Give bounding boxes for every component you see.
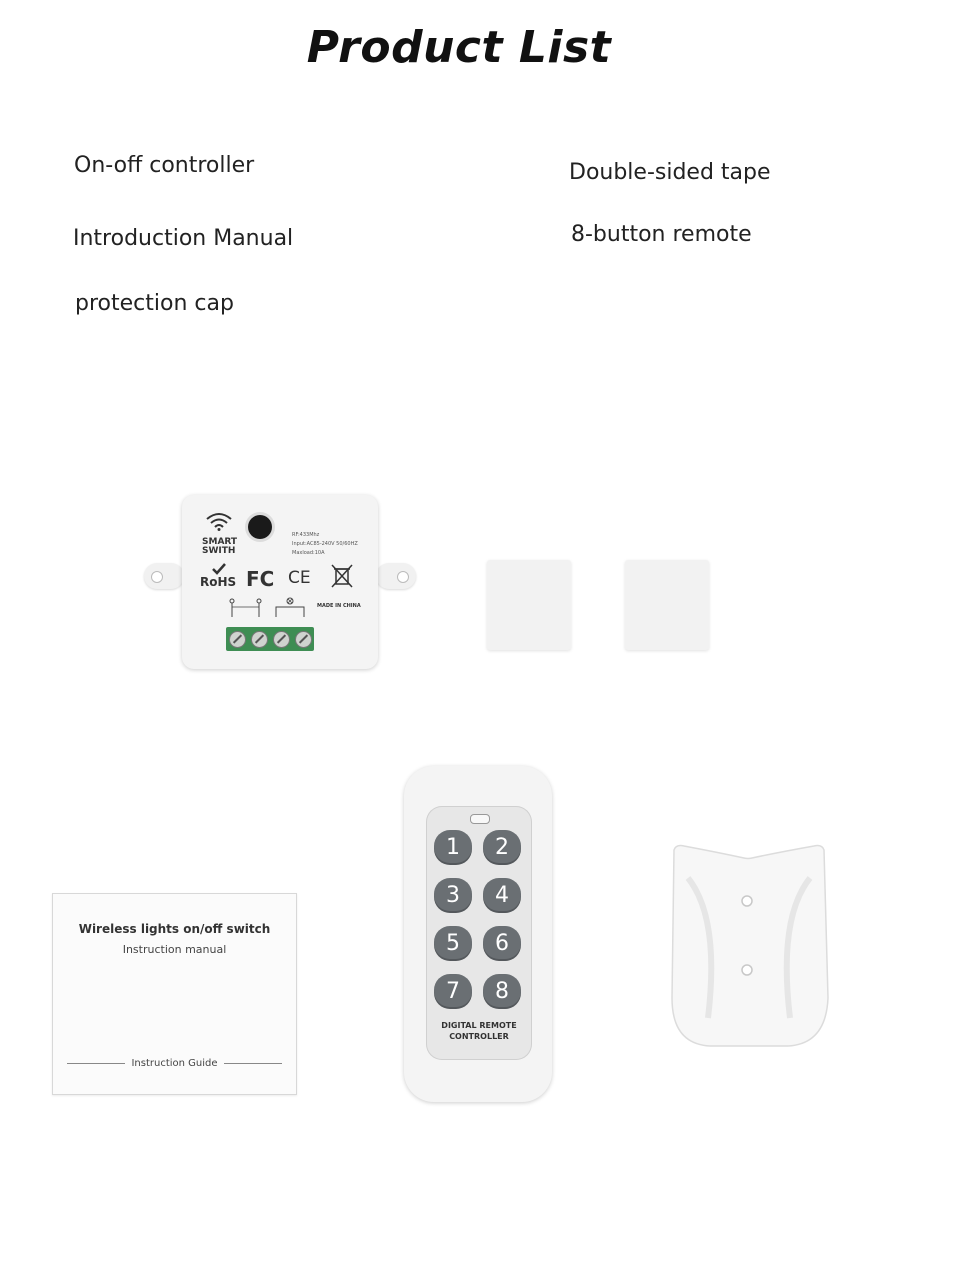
spec-line: Maxload:10A [292, 550, 325, 556]
wiring-diagram [226, 595, 316, 625]
spec-text [292, 531, 358, 558]
ce-mark: CE [288, 568, 311, 588]
item-introduction-manual: Introduction Manual [73, 226, 294, 251]
item-8-button-remote: 8-button remote [571, 222, 752, 247]
item-on-off-controller: On-off controller [74, 153, 255, 178]
instruction-manual-image [52, 893, 297, 1095]
rohs-mark: RoHS [200, 575, 237, 589]
remote-key-4: 4 [483, 878, 521, 913]
manual-title: Wireless lights on/off switch [78, 922, 271, 936]
spec-line: Input:AC85-240V 50/60HZ [292, 541, 358, 547]
remote-label-line: DIGITAL REMOTE [441, 1021, 517, 1030]
pairing-button [248, 515, 272, 539]
remote-key-7: 7 [434, 974, 472, 1009]
tape-piece [625, 560, 709, 650]
remote-image [404, 766, 552, 1102]
tape-piece [487, 560, 571, 650]
terminal-screw [229, 631, 246, 648]
divider [67, 1063, 125, 1064]
fc-mark: FC [246, 567, 275, 591]
item-protection-cap: protection cap [75, 291, 234, 316]
led-indicator [470, 814, 490, 824]
spec-line: RF:433Mhz [292, 532, 320, 538]
wifi-icon [204, 511, 234, 531]
manual-guide-label: Instruction Guide [131, 1058, 218, 1069]
remote-key-3: 3 [434, 878, 472, 913]
remote-label-line: CONTROLLER [449, 1032, 509, 1041]
remote-face [426, 806, 532, 1060]
remote-key-8: 8 [483, 974, 521, 1009]
weee-bin-icon [330, 563, 354, 589]
divider [224, 1063, 282, 1064]
remote-key-2: 2 [483, 830, 521, 865]
checkmark-icon [212, 563, 226, 575]
remote-key-6: 6 [483, 926, 521, 961]
mounting-ear-right [376, 563, 416, 589]
terminal-screw [273, 631, 290, 648]
page-title: Product List [306, 22, 612, 73]
remote-label [426, 1020, 532, 1042]
remote-key-1: 1 [434, 830, 472, 865]
manual-guide-row [67, 1058, 282, 1069]
manual-subtitle: Instruction manual [122, 943, 227, 956]
made-in-label: MADE IN CHINA [317, 603, 361, 609]
item-double-sided-tape: Double-sided tape [569, 160, 771, 185]
protection-cap-image [668, 838, 830, 1050]
terminal-block [226, 627, 314, 651]
terminal-screw [251, 631, 268, 648]
mounting-ear-left [144, 563, 184, 589]
controller-body [182, 495, 378, 669]
terminal-screw [295, 631, 312, 648]
remote-key-5: 5 [434, 926, 472, 961]
controller-image [144, 495, 416, 671]
brand-label: SMART SWITH [202, 537, 238, 556]
